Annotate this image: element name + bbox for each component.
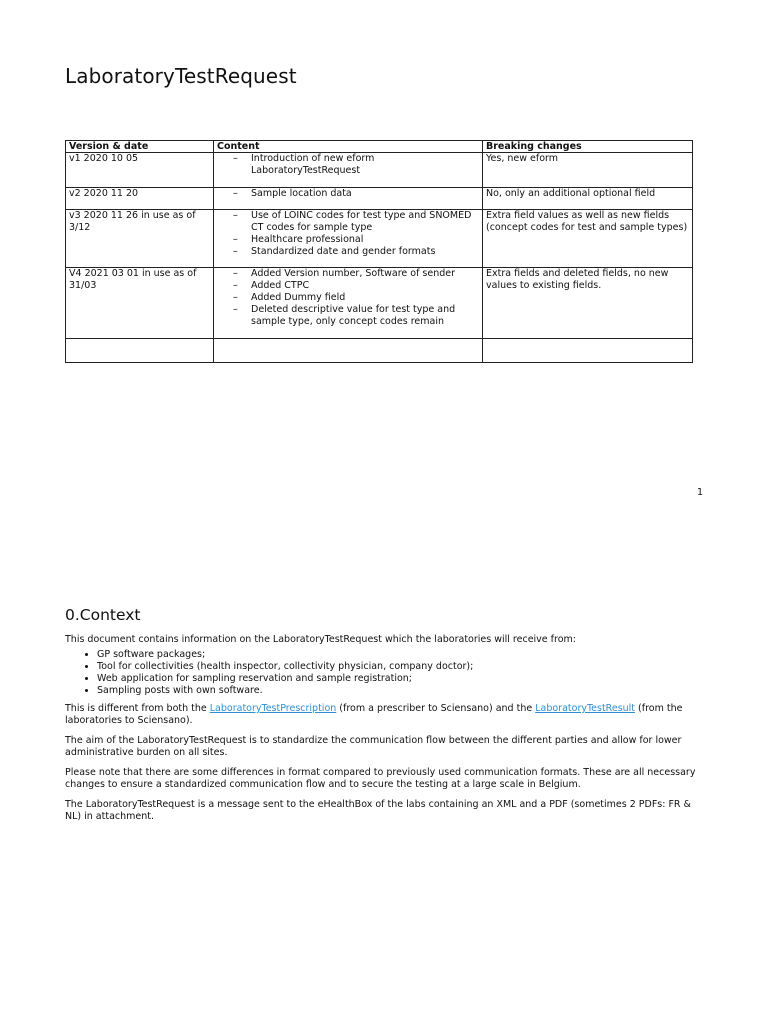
breaking-cell: No, only an additional optional field (483, 188, 693, 210)
section-heading: 0.Context (65, 606, 141, 624)
content-cell (214, 153, 483, 188)
table-row (66, 188, 693, 210)
table-row (66, 268, 693, 339)
content-item: – Added CTPC (217, 280, 479, 292)
difference-text-3: (from the laboratories to Sciensano). (65, 703, 683, 726)
difference-paragraph (65, 703, 710, 727)
breaking-cell: Yes, new eform (483, 153, 693, 188)
list-item: • Tool for collectivities (health inspector, collectivity physician, company doctor); (97, 661, 710, 673)
content-item: – Healthcare professional (217, 234, 479, 246)
table-header-row (66, 141, 693, 153)
version-cell: v2 2020 11 20 (66, 188, 214, 210)
header-breaking-changes: Breaking changes (483, 141, 693, 153)
content-item: – Use of LOINC codes for test type and SNOMED CT codes for sample type (217, 210, 479, 234)
difference-text-2: (from a prescriber to Sciensano) and the (336, 703, 536, 714)
difference-text-1: This is different from both the (65, 703, 210, 714)
empty-cell (214, 339, 483, 363)
version-cell: v1 2020 10 05 (66, 153, 214, 188)
context-section (65, 634, 710, 823)
breaking-cell: Extra field values as well as new fields (concept codes for test and sample types) (483, 210, 693, 268)
sources-list (65, 649, 710, 697)
document-title: LaboratoryTestRequest (65, 64, 297, 88)
aim-paragraph: The aim of the LaboratoryTestRequest is to standardize the communication flow between the different parties and allow for lower administrative burden on all sites. (65, 735, 682, 758)
list-item: • Web application for sampling reservation and sample registration; (97, 673, 710, 685)
table-row-empty (66, 339, 693, 363)
intro-paragraph: This document contains information on the LaboratoryTestRequest which the laboratories will receive from: (65, 634, 576, 645)
content-item: – Added Dummy field (217, 292, 479, 304)
message-paragraph: The LaboratoryTestRequest is a message sent to the eHealthBox of the labs containing an XML and a PDF (sometimes 2 PDFs: FR & NL) in attachment. (65, 799, 691, 822)
laboratory-test-result-link[interactable]: LaboratoryTestResult (535, 703, 636, 714)
content-item: – Introduction of new eform LaboratoryTestRequest (217, 153, 479, 177)
content-item: – Sample location data (217, 188, 479, 200)
laboratory-test-prescription-link[interactable]: LaboratoryTestPrescription (209, 703, 337, 714)
breaking-cell: Extra fields and deleted fields, no new values to existing fields. (483, 268, 693, 339)
content-cell (214, 268, 483, 339)
content-cell (214, 210, 483, 268)
note-paragraph: Please note that there are some differences in format compared to previously used communication formats. These are all necessary changes to ensure a standardized communication flow and to secure the testing at a large scale in Belgium. (65, 767, 696, 790)
version-history-table (65, 140, 693, 363)
version-cell: v3 2020 11 26 in use as of 3/12 (66, 210, 214, 268)
empty-cell (483, 339, 693, 363)
content-item: – Deleted descriptive value for test type and sample type, only concept codes remain (217, 304, 479, 328)
content-cell (214, 188, 483, 210)
version-cell: V4 2021 03 01 in use as of 31/03 (66, 268, 214, 339)
table-row (66, 210, 693, 268)
list-item: • Sampling posts with own software. (97, 685, 710, 697)
header-content: Content (214, 141, 483, 153)
header-version: Version & date (66, 141, 214, 153)
table-row (66, 153, 693, 188)
empty-cell (66, 339, 214, 363)
list-item: • GP software packages; (97, 649, 710, 661)
content-item: – Added Version number, Software of sender (217, 268, 479, 280)
content-item: – Standardized date and gender formats (217, 246, 479, 258)
page-number: 1 (697, 487, 704, 498)
